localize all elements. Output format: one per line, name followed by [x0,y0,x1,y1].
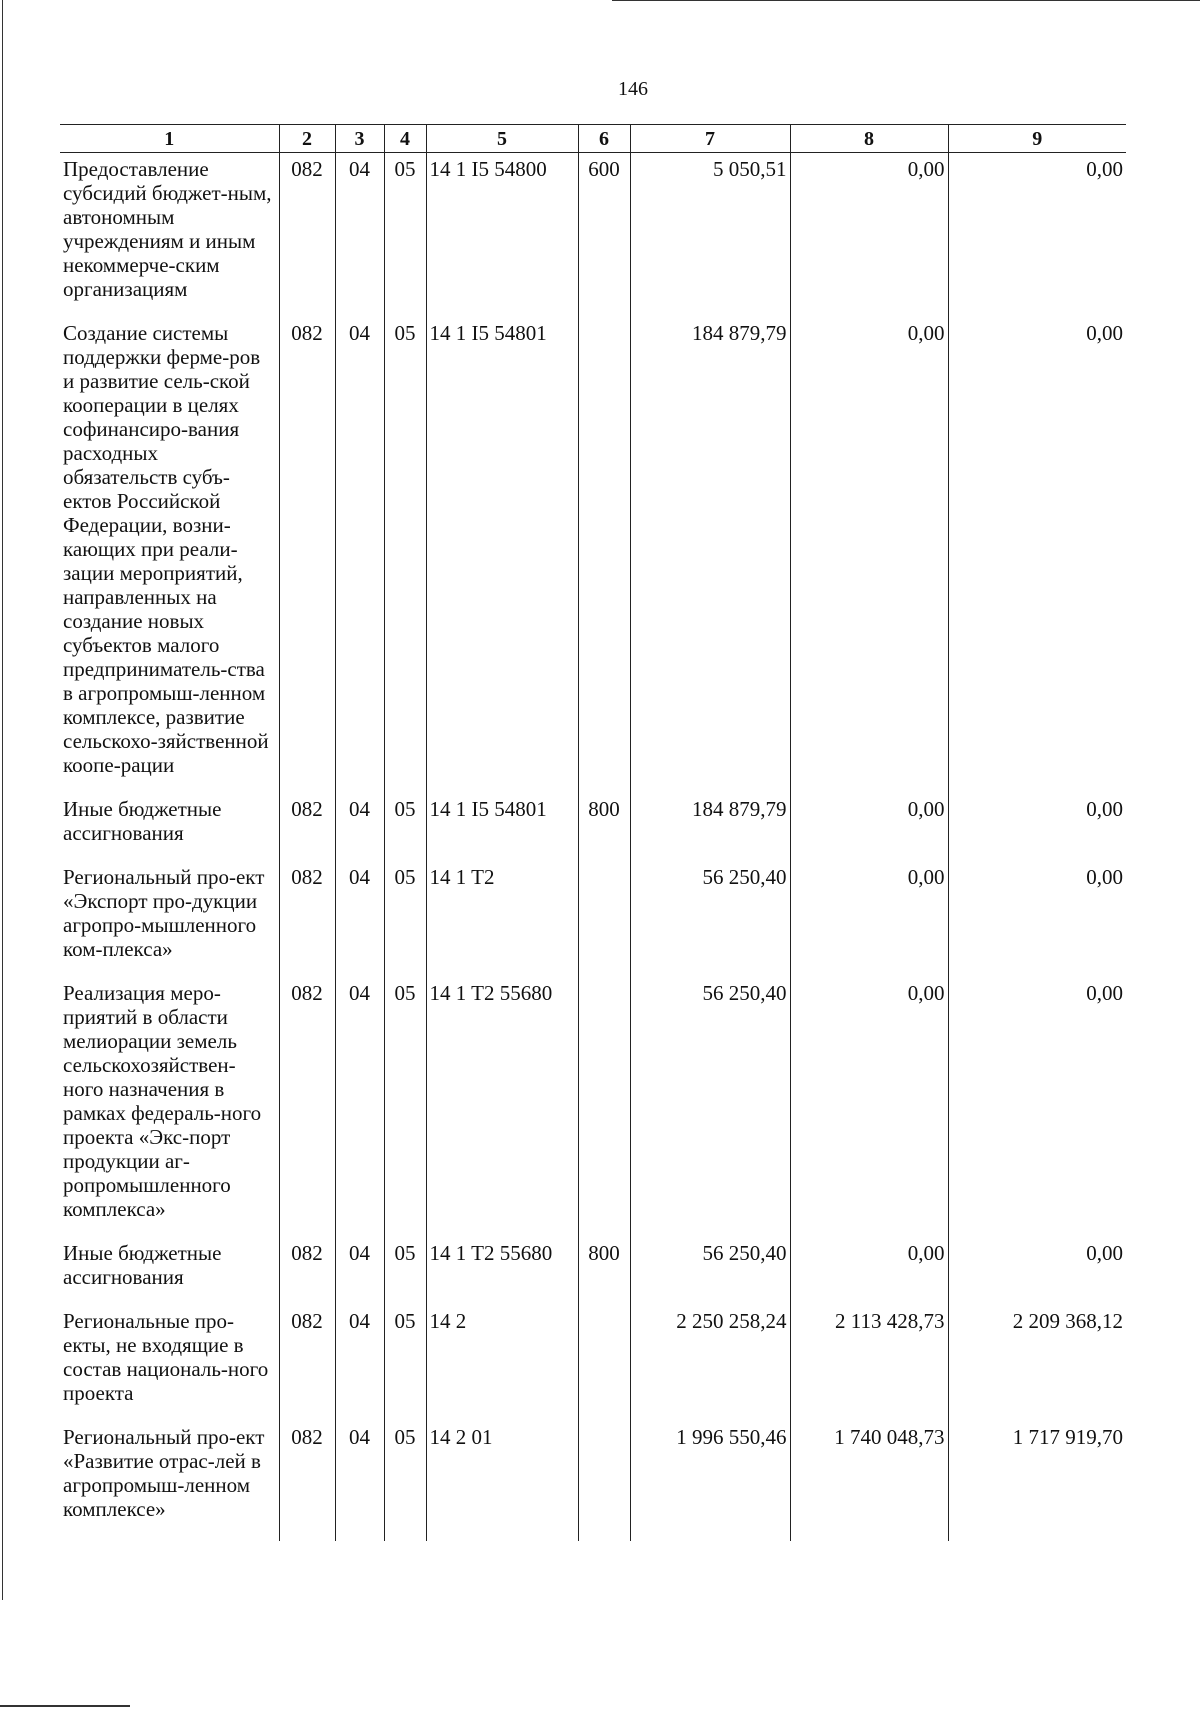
cell-expense-type [578,865,630,981]
cell-target-article: 14 1 I5 54801 [426,797,578,865]
cell-expense-type: 800 [578,797,630,865]
cell-amount-8: 0,00 [790,981,948,1241]
cell-section: 04 [335,1241,384,1309]
cell-subsection: 05 [384,1241,426,1309]
table-row [60,321,1126,797]
row-name: Региональные про-екты, не входящие в состав националь-ного проекта [63,1309,269,1405]
cell-subsection: 05 [384,321,426,797]
row-name: Региональный про-ект «Развитие отрас-лей в агропромыш-ленном комплексе» [63,1425,265,1521]
cell-amount-9: 1 717 919,70 [948,1425,1126,1541]
cell-target-article: 14 1 T2 55680 [426,1241,578,1309]
header-cell: 5 [426,125,578,153]
row-name: Реализация меро-приятий в области мелиорации земель сельскохозяйствен-ного назначения в рамках федераль-ного проекта «Экс-порт продукции аг-ропромышленного комплекса» [63,981,262,1221]
row-name: Предоставление субсидий бюджет-ным, автономным учреждениям и иным некоммерче-ским организациям [63,157,272,301]
row-name: Создание системы поддержки ферме-ров и развитие сель-ской кооперации в целях софинансиро-вания расходных обязательств субъ-ектов Российской Федерации, возни-кающих при реали-зации мероприятий, направленных на создание новых субъектов малого предприниматель-ства в агропромыш-ленном комплексе, развитие сельскохо-зяйственной коопе-рации [63,321,269,777]
cell-amount-7: 184 879,79 [630,797,790,865]
cell-ministry-code: 082 [279,1425,335,1541]
cell-target-article: 14 1 I5 54800 [426,153,578,322]
cell-amount-7: 184 879,79 [630,321,790,797]
cell-expense-type [578,321,630,797]
cell-ministry-code: 082 [279,1309,335,1425]
cell-amount-7: 5 050,51 [630,153,790,322]
scan-edge-top [612,0,1200,1]
cell-expense-type [578,1309,630,1425]
cell-amount-8: 0,00 [790,865,948,981]
cell-subsection: 05 [384,153,426,322]
table-row [60,153,1126,322]
cell-target-article: 14 2 [426,1309,578,1425]
header-cell: 9 [948,125,1126,153]
cell-amount-9: 0,00 [948,1241,1126,1309]
header-cell: 8 [790,125,948,153]
table-row [60,1309,1126,1425]
cell-amount-7: 56 250,40 [630,981,790,1241]
cell-target-article: 14 1 T2 55680 [426,981,578,1241]
row-name: Иные бюджетные ассигнования [63,1241,222,1289]
cell-amount-7: 56 250,40 [630,1241,790,1309]
cell-ministry-code: 082 [279,1241,335,1309]
cell-amount-8: 0,00 [790,797,948,865]
table-row [60,1425,1126,1541]
cell-amount-9: 0,00 [948,865,1126,981]
cell-amount-8: 1 740 048,73 [790,1425,948,1541]
cell-amount-8: 2 113 428,73 [790,1309,948,1425]
cell-section: 04 [335,1425,384,1541]
cell-ministry-code: 082 [279,797,335,865]
cell-expense-type: 600 [578,153,630,322]
cell-amount-9: 0,00 [948,797,1126,865]
cell-amount-7: 56 250,40 [630,865,790,981]
cell-ministry-code: 082 [279,321,335,797]
cell-amount-8: 0,00 [790,1241,948,1309]
cell-ministry-code: 082 [279,981,335,1241]
cell-section: 04 [335,321,384,797]
table-body [60,153,1126,1542]
cell-expense-type [578,1425,630,1541]
header-cell: 1 [60,125,279,153]
table-header [60,125,1126,153]
cell-section: 04 [335,153,384,322]
scan-edge-left [2,0,3,1600]
row-name: Иные бюджетные ассигнования [63,797,222,845]
cell-section: 04 [335,981,384,1241]
cell-subsection: 05 [384,865,426,981]
cell-target-article: 14 2 01 [426,1425,578,1541]
cell-amount-9: 0,00 [948,153,1126,322]
cell-subsection: 05 [384,1425,426,1541]
page-number: 146 [618,78,648,100]
cell-amount-8: 0,00 [790,321,948,797]
cell-ministry-code: 082 [279,153,335,322]
cell-amount-7: 1 996 550,46 [630,1425,790,1541]
cell-amount-9: 0,00 [948,321,1126,797]
table-row [60,865,1126,981]
header-cell: 3 [335,125,384,153]
header-cell: 6 [578,125,630,153]
cell-target-article: 14 1 I5 54801 [426,321,578,797]
cell-section: 04 [335,797,384,865]
cell-ministry-code: 082 [279,865,335,981]
table-row [60,1241,1126,1309]
cell-target-article: 14 1 T2 [426,865,578,981]
table-row [60,981,1126,1241]
budget-table [60,124,1126,1541]
row-name: Региональный про-ект «Экспорт про-дукции агропро-мышленного ком-плекса» [63,865,265,961]
cell-subsection: 05 [384,1309,426,1425]
cell-section: 04 [335,1309,384,1425]
scan-edge-bottom [0,1705,130,1707]
cell-section: 04 [335,865,384,981]
cell-amount-9: 0,00 [948,981,1126,1241]
header-cell: 7 [630,125,790,153]
table-row [60,797,1126,865]
cell-amount-9: 2 209 368,12 [948,1309,1126,1425]
cell-expense-type: 800 [578,1241,630,1309]
header-cell: 4 [384,125,426,153]
header-cell: 2 [279,125,335,153]
cell-amount-8: 0,00 [790,153,948,322]
cell-amount-7: 2 250 258,24 [630,1309,790,1425]
cell-subsection: 05 [384,797,426,865]
cell-expense-type [578,981,630,1241]
cell-subsection: 05 [384,981,426,1241]
